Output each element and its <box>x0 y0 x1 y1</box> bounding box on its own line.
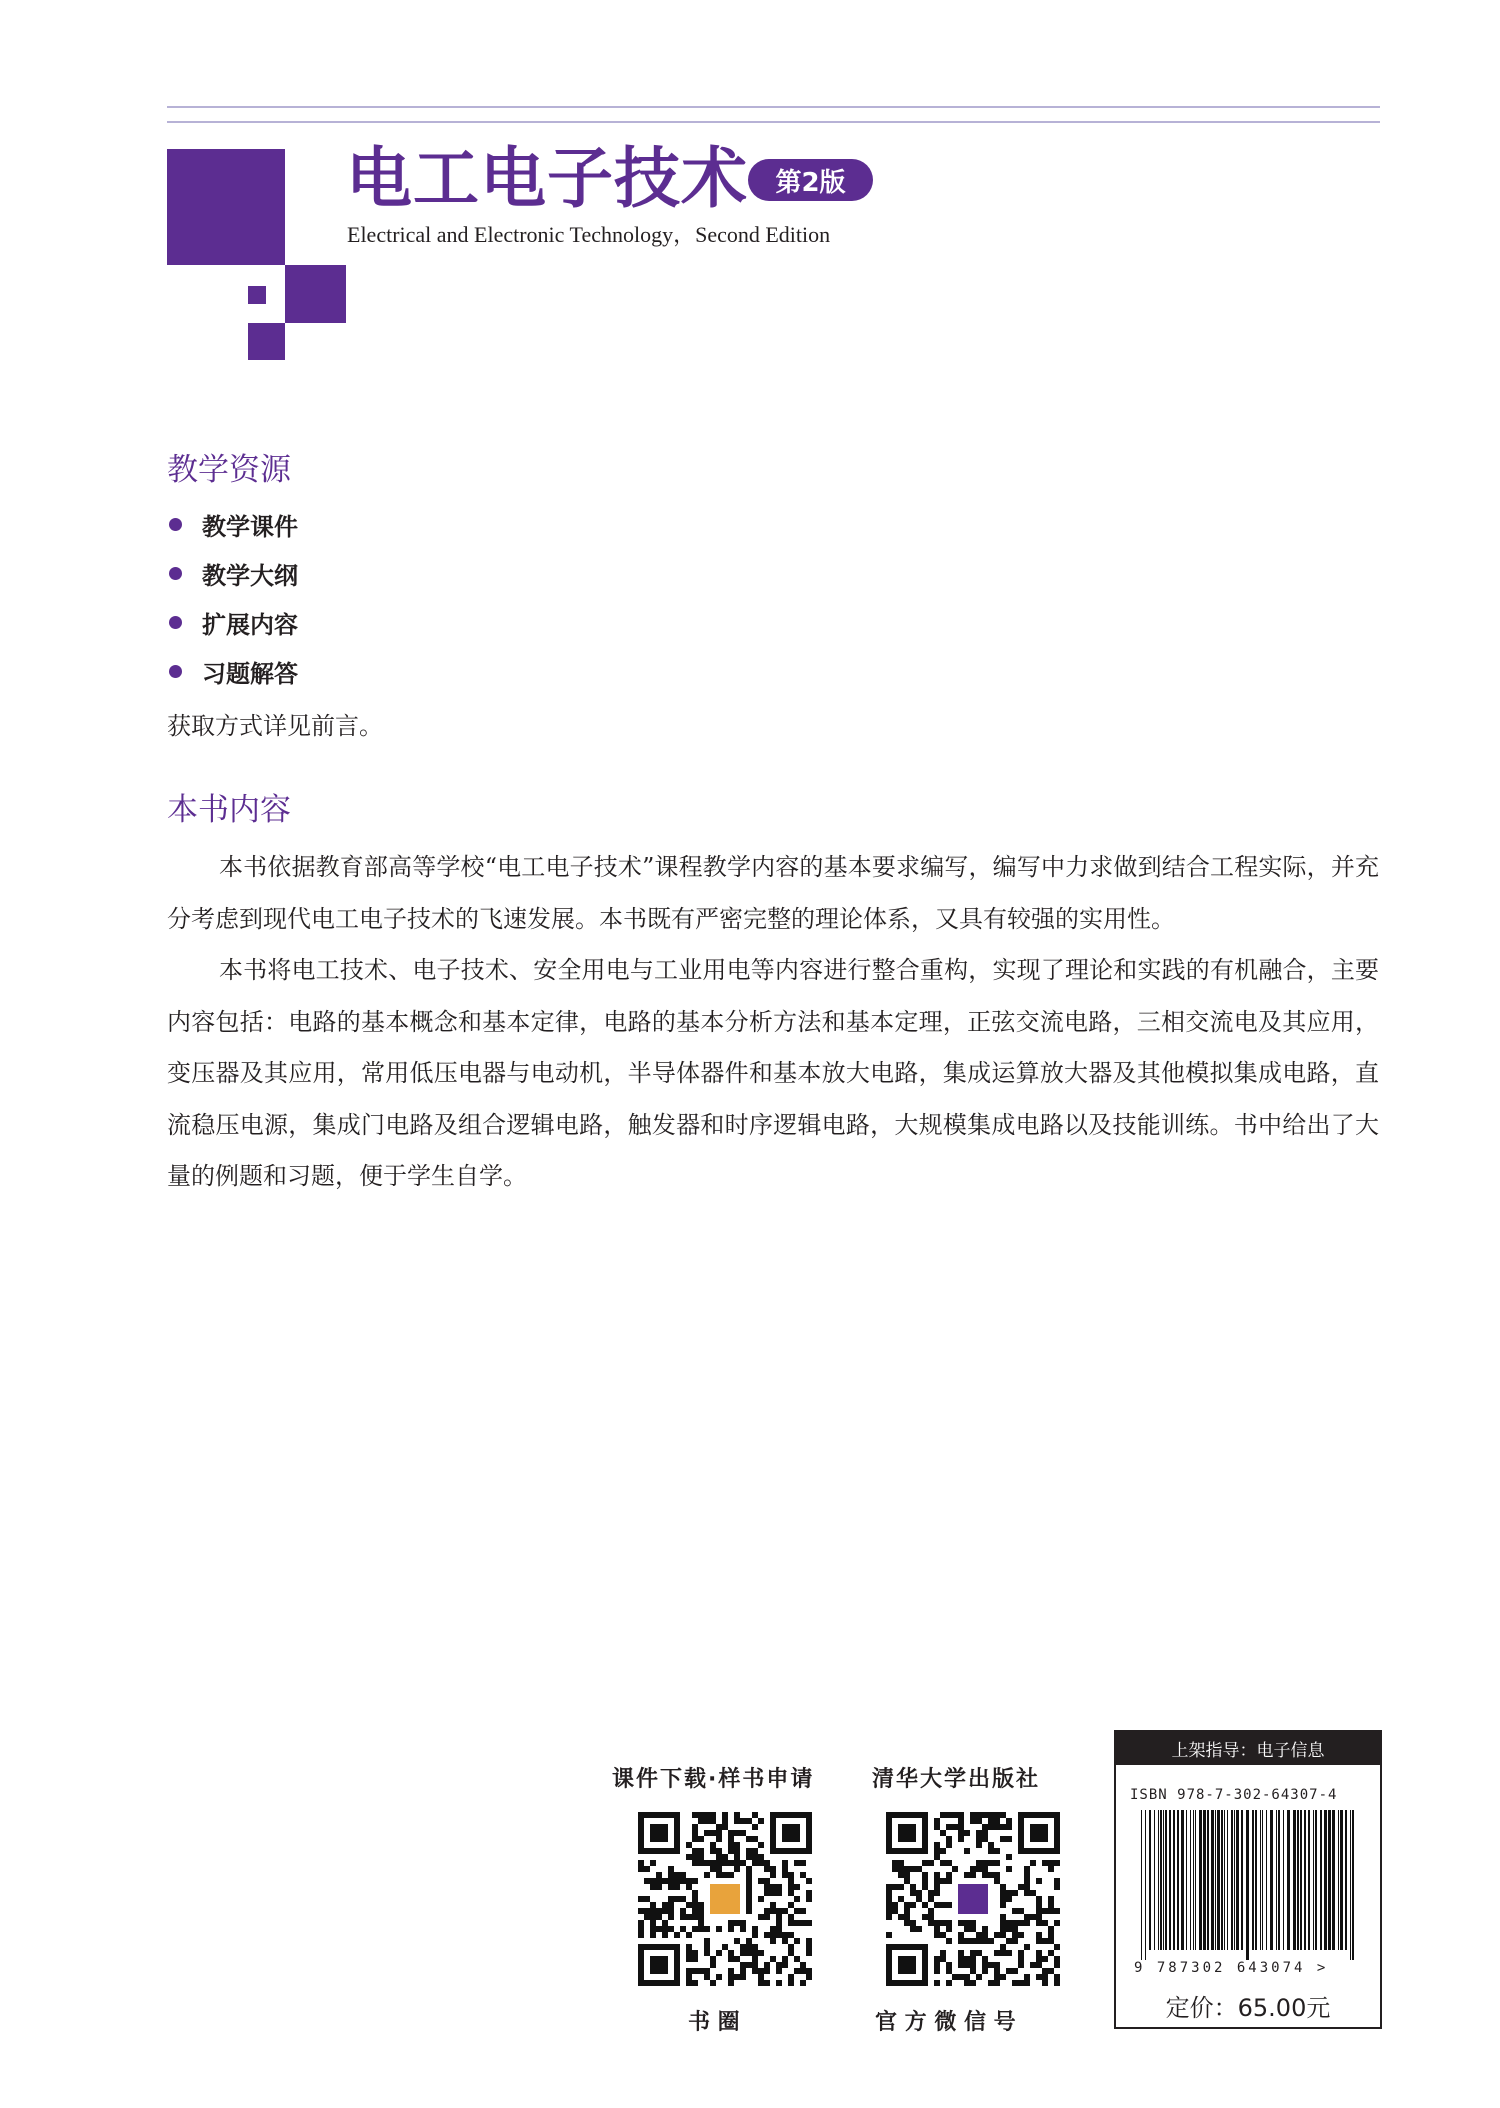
top-rule <box>167 106 1380 108</box>
shelf-guide: 上架指导：电子信息 <box>1116 1732 1380 1765</box>
content-paragraph-2: 本书将电工技术、电子技术、安全用电与工业用电等内容进行整合重构，实现了理论和实践的有机融合，主要内容包括：电路的基本概念和基本定律，电路的基本分析方法和基本定理，正弦交流电路，三相交流电及其应用，变压器及其应用，常用低压电器与电动机，半导体器件和基本放大电路，集成运算放大器及其他模拟集成电路，直流稳压电源，集成门电路及组合逻辑电路，触发器和时序逻辑电路，大规模集成电路以及技能训练。书中给出了大量的例题和习题，便于学生自学。 <box>167 956 1379 1190</box>
english-subtitle: Electrical and Electronic Technology，Second Edition <box>347 222 831 247</box>
top-rule-secondary <box>167 121 1380 123</box>
barcode <box>1141 1810 1356 1960</box>
content-paragraph-1: 本书依据教育部高等学校“电工电子技术”课程教学内容的基本要求编写，编写中力求做到结合工程实际，并充分考虑到现代电工电子技术的飞速发展。本书既有严密完整的理论体系，又具有较强的实用性。 <box>167 853 1379 933</box>
book-title: 电工电子技术 <box>346 139 748 217</box>
price: 定价：65.00元 <box>1165 1994 1331 2022</box>
barcode-digits: 9 787302 643074 > <box>1134 1960 1329 1976</box>
isbn-number: ISBN 978-7-302-64307-4 <box>1130 1787 1338 1803</box>
resources-heading: 教学资源 <box>167 452 291 488</box>
isbn-block <box>1114 1730 1382 2029</box>
content-heading: 本书内容 <box>167 792 291 828</box>
list-item: 扩展内容 <box>167 598 298 647</box>
resources-list <box>167 500 298 696</box>
access-note: 获取方式详见前言。 <box>167 712 383 740</box>
list-item: 教学课件 <box>167 500 298 549</box>
edition-badge: 第2版 <box>748 159 873 201</box>
qr-caption-wechat: 官 方 微 信 号 <box>875 2010 1016 2035</box>
bullet-icon <box>169 665 182 678</box>
bullet-icon <box>169 616 182 629</box>
qr-code-wechat[interactable] <box>886 1812 1060 1986</box>
qr-label-courseware: 课件下载·样书申请 <box>612 1767 815 1792</box>
bullet-icon <box>169 567 182 580</box>
qr-caption-shuquan: 书 圈 <box>688 2010 740 2035</box>
list-item: 习题解答 <box>167 647 298 696</box>
list-item: 教学大纲 <box>167 549 298 598</box>
qr-label-publisher: 清华大学出版社 <box>872 1767 1041 1792</box>
bullet-icon <box>169 518 182 531</box>
qr-code-shuquan[interactable] <box>638 1812 812 1986</box>
